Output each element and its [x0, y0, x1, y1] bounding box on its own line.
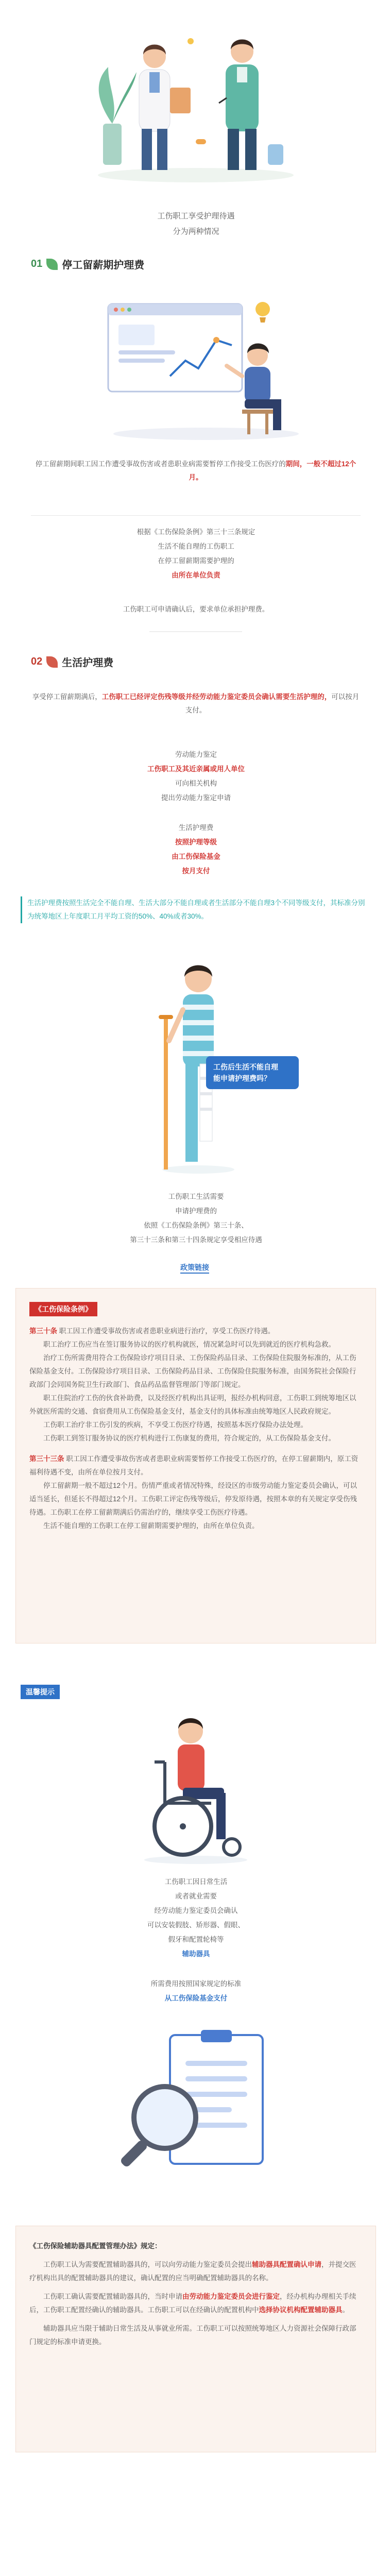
s4-p5: 假牙和配置轮椅等 — [168, 1936, 224, 1943]
s4-p6: 辅助器具 — [182, 1950, 210, 1958]
policy2-p1 — [29, 2258, 362, 2285]
policy1-box — [15, 1288, 376, 1643]
s2-p2-c: 可向相关机构 — [175, 779, 217, 787]
s4-p7: 所需费用按照国家规定的标准 — [150, 1980, 242, 1988]
doctors-illustration — [88, 21, 304, 185]
a33-title: 第三十三条 — [29, 1455, 64, 1463]
s2-p2-b-wrap — [0, 762, 392, 776]
section1-number: 01 — [31, 258, 43, 269]
intro-line1: 工伤职工享受护理待遇 — [157, 212, 235, 221]
s1-p1-a: 停工留薪期间职工因工作遭受事故伤害或者患职业病需要暂停工作接受工伤医疗的 — [35, 460, 286, 468]
leaf-icon — [46, 656, 58, 668]
policy2-p2-c: ，经办机构办理相关手续后，工伤职工配置经确认的辅助器具。工伤职工可以在经确认的配置机构中 — [29, 2293, 356, 2314]
s1-p1-b: 期间， — [285, 460, 307, 468]
s1-p3: 工伤职工可申请确认后，要求单位承担护理费。 — [123, 605, 269, 613]
s1-p2-b: 生活不能自理的工伤职工 — [158, 543, 234, 550]
s2-p2-d: 提出劳动能力鉴定申请 — [161, 794, 231, 802]
s2-p1 — [31, 690, 361, 717]
section2-number: 02 — [31, 656, 43, 667]
s3-p1: 工伤职工生活需要 — [168, 1193, 224, 1200]
s4-p8-wrap — [0, 1992, 392, 2005]
section2-title: 生活护理费 — [62, 657, 114, 669]
s1-p2-a: 根据《工伤保险条例》第三十三条规定 — [137, 528, 255, 536]
policy2-p2 — [29, 2290, 362, 2317]
bubble-line1: 工伤后生活不能自理 — [213, 1063, 278, 1071]
s2-p3-c: 由工伤保险基金 — [172, 853, 220, 860]
s4-p8: 从工伤保险基金支付 — [164, 1994, 228, 2002]
a33-1 — [29, 1452, 362, 1479]
s3-p4: 第三十三条和第三十四条规定享受相应待遇 — [130, 1236, 262, 1244]
bubble-line2: 能申请护理费吗？ — [213, 1074, 271, 1082]
s1-p2-d: 由所在单位负责 — [172, 571, 220, 579]
intro-line2-text: 分为两种情况 — [173, 227, 219, 236]
s1-p1-c: 一般不超过12个月。 — [189, 460, 356, 481]
policy2-p2-a: 工伤职工确认需要配置辅助器具的，当时申请 — [43, 2293, 182, 2300]
policy2-p3: 辅助器具应当限于辅助日常生活及从事就业所需。工伤职工可以按照统筹地区人力资源社会保障行政部门规定的标准申请更换。 — [29, 2325, 356, 2346]
s2-p3-d: 按月支付 — [182, 867, 210, 875]
s4-p2: 或者就业需要 — [175, 1892, 217, 1900]
s2-p1-b: 工伤职工已经评定伤残等级并经劳动能力鉴定委员会确认需要生活护理的， — [101, 693, 332, 701]
policy2-p1-c: ，并提交医疗机构出具的配置辅助器具的建议，确认配置的应当明确配置辅助器具的名称。 — [29, 2261, 356, 2282]
section2-heading — [31, 654, 113, 669]
s4-p4: 可以安装假肢、矫形器、假眼、 — [147, 1921, 245, 1929]
policy2-p2-d: 选择协议机构配置辅助器具 — [259, 2306, 343, 2314]
s2-p4: 生活护理费按照生活完全不能自理、生活大部分不能自理或者生活部分不能自理3个不同等级支付，其标准分别为统筹地区上年度职工月平均工资的50%、40%或者30%。 — [27, 899, 365, 920]
policy2-box — [15, 2226, 376, 2452]
policy2-p1-a: 工伤职工认为需要配置辅助器具的，可以向劳动能力鉴定委员会提出 — [43, 2261, 252, 2268]
s4-p6-wrap — [0, 1947, 392, 1961]
a30-title: 第三十条 — [29, 1327, 57, 1335]
a30-1 — [29, 1325, 362, 1338]
s3-p3: 依照《工伤保险条例》第三十条、 — [144, 1222, 248, 1229]
a30-5: 工伤职工治疗非工伤引发的疾病，不享受工伤医疗待遇，按照基本医疗保险办法处理。 — [43, 1421, 308, 1429]
policy-link[interactable]: 政策链接 — [180, 1262, 209, 1274]
intro-line2 — [0, 224, 392, 240]
warm-tip-tag: 温馨提示 — [21, 1685, 60, 1699]
s1-p2-c: 在停工留薪期需要护理的 — [158, 557, 234, 565]
s3-p2: 申请护理费的 — [175, 1207, 217, 1215]
policy2-p2-b: 由劳动能力鉴定委员会进行鉴定 — [182, 2293, 280, 2300]
section1-title: 停工留薪期护理费 — [62, 260, 145, 271]
clipboard-illustration — [103, 2030, 288, 2195]
a30-1-text: 职工因工作遭受事故伤害或者患职业病进行治疗，享受工伤医疗待遇。 — [59, 1327, 275, 1335]
s1-paragraph1 — [31, 457, 361, 484]
policy1-tag: 《工伤保险条例》 — [29, 1302, 97, 1316]
s2-p3-b-wrap — [0, 836, 392, 849]
s2-p3-b: 按照护理等级 — [175, 838, 217, 846]
a30-3: 治疗工伤所需费用符合工伤保险诊疗项目目录、工伤保险药品目录、工伤保险住院服务标准的，从工伤保险基金支付。工伤保险诊疗项目目录、工伤保险药品目录、工伤保险住院服务标准，由国务院社会保险行政部门会同国务院卫生行政部门、食品药品监督管理部门等部门规定。 — [29, 1354, 356, 1388]
a30-6: 工伤职工到签订服务协议的医疗机构进行工伤康复的费用，符合规定的，从工伤保险基金支付。 — [43, 1434, 335, 1442]
s2-p2-b: 工伤职工及其近亲属或用人单位 — [147, 765, 245, 773]
a33-3: 生活不能自理的工伤职工在停工留薪期需要护理的，由所在单位负责。 — [43, 1522, 259, 1530]
question-bubble — [206, 1056, 299, 1089]
a33-2: 停工留薪期一般不超过12个月。伤情严重或者情况特殊，经设区的市级劳动能力鉴定委员会确认，可以适当延长，但延长不得超过12个月。工伤职工评定伤残等级后，停发原待遇，按照本章的有关规定享受伤残待遇。工伤职工在停工留薪期满后仍需治疗的，继续享受工伤医疗待遇。 — [29, 1482, 357, 1516]
divider — [31, 515, 361, 516]
policy2-p1-b: 辅助器具配置确认申请 — [252, 2261, 321, 2268]
presentation-illustration — [88, 289, 309, 443]
wheelchair-illustration — [134, 1710, 258, 1865]
s2-p3-d-wrap — [0, 865, 392, 878]
s2-p1-c: 可以按月支付。 — [185, 693, 360, 714]
section1-heading — [31, 257, 144, 272]
a30-2: 职工治疗工伤应当在签订服务协议的医疗机构就医，情况紧急时可以先到就近的医疗机构急救。 — [43, 1341, 335, 1348]
policy2-title: 《工伤保险辅助器具配置管理办法》规定： — [29, 2242, 162, 2250]
policy2-p2-e: 。 — [342, 2306, 349, 2314]
divider-short — [149, 631, 242, 632]
s2-p3-a: 生活护理费 — [178, 824, 214, 832]
a33-1-text: 职工因工作遭受事故伤害或者患职业病需要暂停工作接受工伤医疗的，在停工留薪期内，原工资福利待遇不变，由所在单位按月支付。 — [29, 1455, 359, 1476]
s4-p1: 工伤职工因日常生活 — [164, 1878, 228, 1886]
s1-p2-d-wrap — [0, 569, 392, 582]
s2-p1-a: 享受停工留薪期满后， — [32, 693, 102, 701]
s2-p2-a: 劳动能力鉴定 — [175, 751, 217, 758]
s2-p4-box — [21, 896, 371, 923]
leaf-icon — [46, 259, 58, 270]
s4-p3: 经劳动能力鉴定委员会确认 — [154, 1907, 238, 1914]
s2-p3-c-wrap — [0, 850, 392, 863]
a30-4: 职工住院治疗工伤的伙食补助费，以及经医疗机构出具证明，报经办机构同意，工伤职工到统筹地区以外就医所需的交通、食宿费用从工伤保险基金支付，基金支付的具体标准由统筹地区人民政府规定。 — [29, 1394, 356, 1415]
